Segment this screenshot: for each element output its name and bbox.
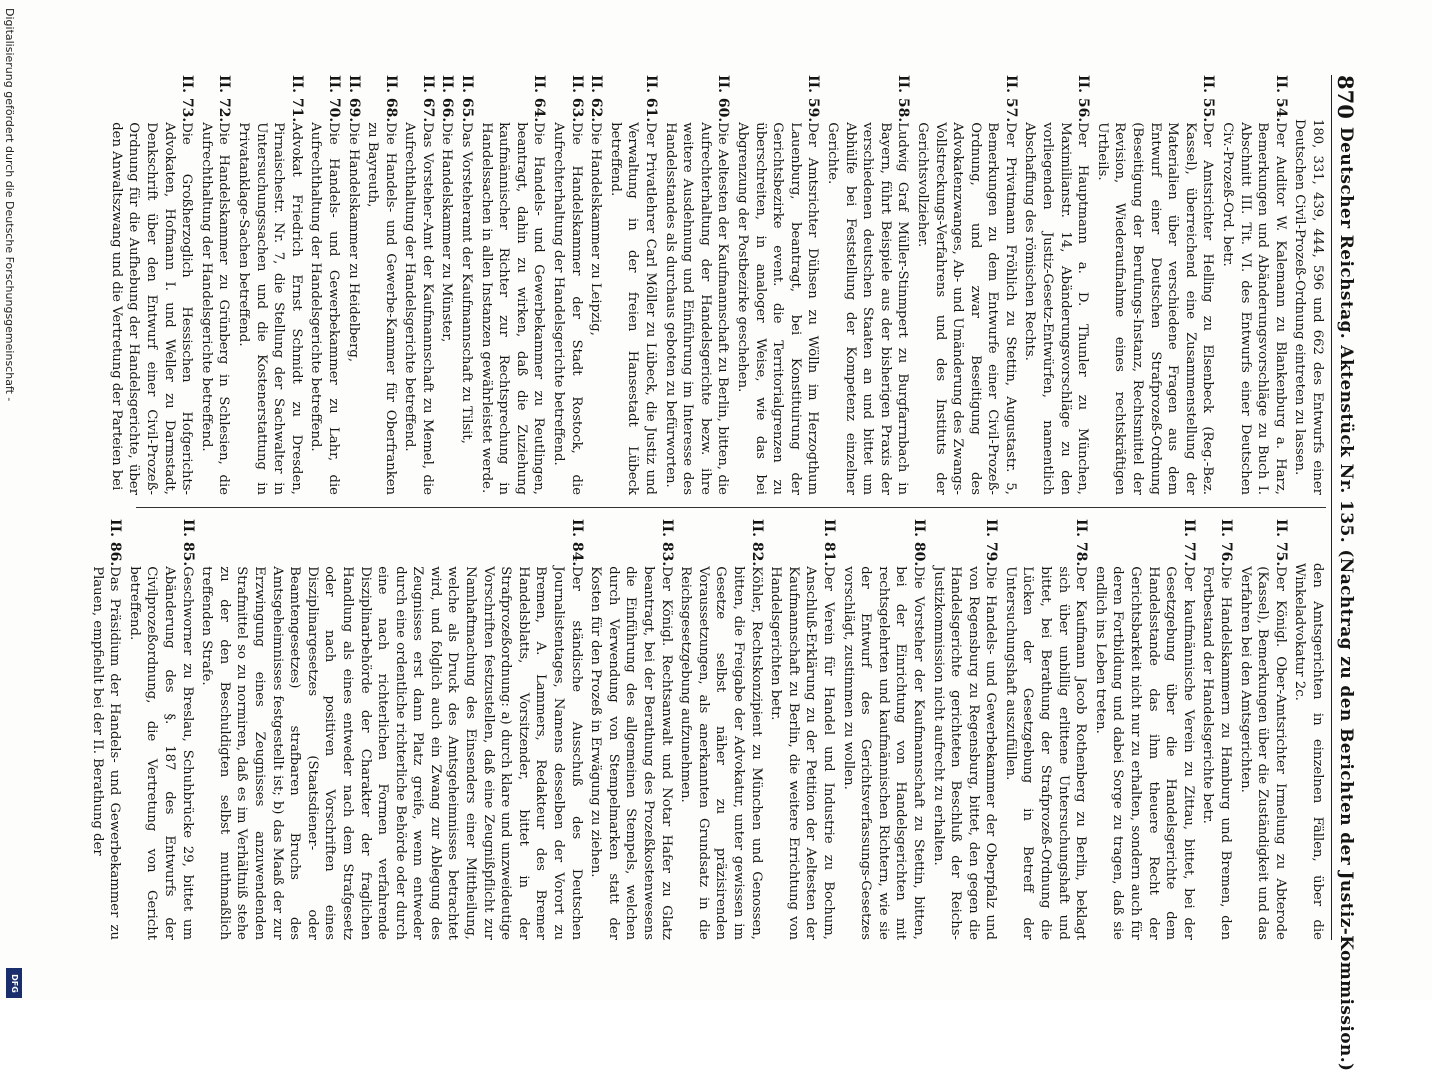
- petition-number: II. 59.: [805, 75, 822, 123]
- petition-entry: [1001, 519, 1089, 940]
- petition-entry: [587, 75, 605, 495]
- petition-entry: [661, 75, 731, 495]
- petition-number: II. 57.: [1002, 75, 1019, 123]
- petition-entry: [1199, 519, 1234, 940]
- petition-text: Die Vorsteher der Kaufmannschaft zu Stettin, bitten, bei der Einrichtung von Handelsgerichten mit rechtsgelehrten und kaufmännischen Richtern, wie sie der Entwurf des Gerichtsverfassungs-Gesetzes vorschlägt, zustimmen zu wollen.: [840, 566, 926, 940]
- petition-text: Köhler, Rechtskonzipient zu München und Genossen, bitten, die Freigabe der Advokatur, unter gewissen im Gesetze selbst näher zu präzisirenden Voraussetzungen, als anerkannten Grundsatz in die Reichsgesetzgebung aufzunehmen.: [678, 566, 764, 940]
- petition-number: II. 69.: [345, 75, 362, 123]
- petition-number: II. 67.: [419, 75, 436, 123]
- petition-text: Die Handels- und Gewerbekammer der Oberpfalz und von Regensburg zu Regensburg, bittet, den gegen die Handelsgerichte gerichteten Beschluß der Reichs-Justizkommission nicht aufrecht zu erhalten.: [930, 566, 999, 940]
- petition-text: Die Handels- und Gewerbekammer zu Lahr, die Aufrechthaltung der Handelsgerichte betreffend.: [308, 122, 341, 495]
- petition-entry: [823, 75, 911, 495]
- petition-number: II. 80.: [910, 519, 927, 567]
- petition-entry: [198, 519, 585, 940]
- running-title: Deutscher Reichstag. Aktenstück Nr. 135. (Nachtrag zu den Berichten der Justiz-Kommission.): [1336, 127, 1356, 1071]
- petition-number: II. 72.: [216, 75, 233, 123]
- petition-text: den Amtsgerichten in einzelnen Fällen, über die Winkeladvokatur 2c.: [1292, 563, 1325, 940]
- petition-text: Der Privatlehrer Carl Möller zu Lübeck, die Justiz und Verwaltung in der freien Hansestadt Lübeck betreffend.: [607, 122, 659, 495]
- petition-text: Der Verein für Handel und Industrie zu Bochum, Anschluß-Erklärung zu der Petition der Aeltesten der Kaufmannschaft zu Berlin, die weitere Errichtung von Handelsgerichten betr.: [768, 566, 836, 940]
- petition-text: Die Handels- und Gewerbe-Kammer für Oberfranken zu Bayreuth,: [365, 122, 398, 495]
- petition-text: Die Handelskammer zu Heidelberg,: [345, 122, 361, 363]
- petition-number: II. 75.: [1272, 519, 1289, 567]
- petition-entry: [839, 519, 927, 940]
- petition-number: II. 64.: [531, 75, 548, 123]
- petition-entry: [1291, 75, 1326, 495]
- petition-text: Der Königl. Rechtsanwalt und Notar Hafer zu Glatz beantragt, bei der Berathung des Prozeßkostenwesens die Einführung des allgemeinen Stempels, welchen durch Verwendung von Stempelmarken statt der Kosten für den Prozeß in Erwägung zu ziehen.: [588, 566, 674, 940]
- petition-entry: [234, 75, 304, 495]
- petition-entry: [549, 75, 584, 495]
- petition-text: Der Königl. Ober-Amtsrichter Irmelung zu Abterode (Kassel), Bemerkungen über die Zuständigkeit und das Verfahren bei den Amtsgerichten.: [1237, 566, 1288, 940]
- right-column: [89, 519, 1326, 940]
- left-column: [108, 75, 1326, 495]
- petition-number: II. 54.: [1272, 75, 1289, 123]
- petition-text: Die Handelskammer zu Grünberg in Schlesien, die Aufrechthaltung der Handelsgerichte betreffend.: [198, 122, 232, 495]
- dfg-logo-icon: [6, 968, 22, 998]
- petition-text: Die Aeltesten der Kaufmannschaft zu Berlin, bitten, die Aufrechterhaltung der Handelsgerichte bezw. ihre weitere Ausdehnung und Einführung im Interesse des Handelsstandes als durchaus geboten zu befürworten.: [662, 122, 731, 495]
- petition-number: II. 71.: [288, 75, 305, 123]
- petition-entry: [1093, 75, 1216, 495]
- footer-credit-text: Digitalisierung gefördert durch die Deutsche Forschungsgemeinschaft -: [3, 8, 16, 402]
- petition-entry: [401, 75, 436, 495]
- petition-number: II. 60.: [715, 75, 732, 123]
- petition-number: II. 78.: [1073, 519, 1090, 567]
- petition-entry: [477, 75, 547, 495]
- petition-text: Der Kaufmann Jacob Rothenberg zu Berlin, beklagt sich über unbillig erlittene Untersuchungshaft und bittet, bei Berathung der Strafprozeß-Ordnung die Lücken der Gesetzgebung in Betreff der Untersuchungshaft auszufüllen.: [1002, 566, 1089, 940]
- petition-entry: [1291, 519, 1326, 940]
- petition-text: Der ständische Ausschuß des Deutschen Journalistentages, Namens desselben der Vorort zu Bremen, A. Lammers, Redakteur des Bremer Handelsblatts, Vorsitzender, bittet in der Strafprozeßordnung: a) durch klare und unzweideutige Vorschriften festzustellen, daß eine Zeugnißpflicht zur Namhaftmachung des Einsenders einer Mittheilung, welche als Druck des Amtsgeheimnisses betrachtet wird, und folglich auch ein Zwang zur Ablegung des Zeugnisses erst dann Platz greife, wenn entweder durch eine ordentliche richterliche Behörde oder durch eine nach richterlichen Formen verfahrende Disziplinarbehörde der Charakter der fraglichen Handlung als eines entweder nach dem Strafgesetz oder nach positiven Vorschriften eines Disziplinargesetzes (Staatsdiener- oder Beamtengesetzes) strafbaren Bruchs des Amtsgeheimnisses festgestellt ist; b) das Maaß der zur Erzwingung eines Zeugnisses anzuwendenden Strafmittel so zu normiren, daß es im Verhältniß stehe zu der den Beschuldigten selbst muthmaßlich treffenden Strafe.: [199, 566, 584, 940]
- petition-entry: [606, 75, 659, 495]
- petition-entry: [1218, 75, 1288, 495]
- petition-number: II. 86.: [107, 519, 124, 567]
- page-number: 870: [1333, 75, 1358, 119]
- petition-entry: [587, 519, 675, 940]
- petition-number: II. 83.: [658, 519, 675, 567]
- page-header: [1331, 75, 1360, 1071]
- petition-entry: [458, 75, 476, 495]
- petition-number: II. 77.: [1180, 519, 1197, 567]
- petition-text: Die Handelskammern zu Hamburg und Bremen, den Fortbestand der Handelsgerichte betr.: [1200, 566, 1234, 940]
- petition-text: Die Großherzoglich Hessischen Hofgerichts-Advokaten, Hofmann I. und Weller zu Darmstadt, Denkschrift über den Entwurf einer Civil-Prozeß-Ordnung für die Aufhebung der Handelsgerichte, über den Anwaltszwang und die Vertretung der Parteien bei: [108, 122, 195, 495]
- petition-entry: [364, 75, 399, 495]
- petition-text: Der Auditor W. Kalemann zu Blankenburg a. Harz, Bemerkungen und Abänderungsvorschläge zu Buch I. Abschnitt III. Tit. VI. des Entwurfs einer Deutschen Civ.-Prozeß-Ord. betr.: [1220, 122, 1288, 495]
- petition-text: Geschworner zu Breslau, Schuhbrücke 29, bittet um Abänderung des §. 187 des Entwurfs der Civilprozeßordnung, die Vertretung von Gericht betreffend.: [126, 566, 195, 940]
- petition-number: II. 76.: [1218, 519, 1235, 567]
- petition-entry: [88, 519, 123, 940]
- petition-number: II. 70.: [325, 75, 342, 123]
- petition-number: II. 56.: [1075, 75, 1092, 123]
- petition-text: 180, 331, 439, 444, 596 und 662 des Entwurfs einer Deutschen Civil-Prozeß-Ordnung eintreten zu lassen.: [1292, 119, 1325, 495]
- petition-number: II. 55.: [1200, 75, 1217, 123]
- petition-text: Der Privatmann Fröhlich zu Stettin, Augustastr. 5, Bemerkungen zu dem Entwurfe einer Civil-Prozeß-Ordnung, und zwar Beseitigung des Advokatenzwanges, Ab- und Umänderung des Zwangs-Vollstreckungs-Verfahrens und des Instituts der Gerichtsvollzieher.: [914, 122, 1018, 495]
- petition-number: II. 85.: [179, 519, 196, 567]
- petition-text: Ludwig Graf Müller-Stinmpert zu Burgfarrnbach in Bayern, führt Beispiele aus der bisherigen Praxis der verschiedenen deutschen Staaten an und bittet um Abhülfe bei Feststellung der Kompetenz einzelner Gerichte.: [824, 122, 911, 495]
- petition-entry: [1021, 75, 1091, 495]
- petition-entry: [913, 75, 1019, 495]
- petition-text: Das Präsidium der Handels- und Gewerbekammer zu Plauen, empfiehlt bei der II. Berathung der: [89, 566, 123, 940]
- petition-text: Der Amtsrichter Dühsen zu Wölln im Herzogthum Lauenburg, beantragt, bei Konstituirung der Gerichtsbezirke event. die Territorialgrenzen zu überschreiten, in analoger Weise, wie das bei Abgrenzung der Postbezirke geschehen.: [735, 122, 821, 495]
- petition-number: II. 66.: [439, 75, 456, 123]
- petition-number: II. 68.: [382, 75, 399, 123]
- petition-number: II. 84.: [568, 519, 585, 567]
- petition-entry: [125, 519, 195, 940]
- petition-entry: [197, 75, 232, 495]
- petition-entry: [1091, 519, 1197, 940]
- petition-entry: [307, 75, 342, 495]
- digitization-footer: [3, 8, 26, 993]
- petition-entry: [344, 75, 362, 495]
- petition-text: Das Vorsteheramt der Kaufmannschaft zu Tilsit,: [459, 122, 475, 444]
- petition-number: II. 82.: [748, 519, 765, 567]
- petition-text: Der Hauptmann a. D. Thunler zu München, Maximilianstr. 14, Abänderungsvorschläge zu den vorliegenden Justiz-Gesetz-Entwürfen, namentlich Abschaffung des römischen Rechts.: [1022, 122, 1091, 495]
- petition-entry: [438, 75, 456, 495]
- petition-text: Advokat Friedrich Ernst Schmidt zu Dresden, Pirnaischestr. Nr. 7, die Stellung der Sachwalter in Untersuchungssachen und die Kostenerstattung in Privatanklage-Sachen betreffend.: [235, 122, 304, 495]
- petition-number: II. 73.: [179, 75, 196, 123]
- petition-entry: [677, 519, 765, 940]
- rotated-printed-page: [89, 75, 1360, 1071]
- petition-entry: [107, 75, 195, 495]
- petition-text: Die Handelskammer zu Leipzig,: [588, 122, 604, 336]
- petition-number: II. 58.: [895, 75, 912, 123]
- petition-entry: [1236, 519, 1289, 940]
- petition-number: II. 65.: [459, 75, 476, 123]
- petition-text: Der Amtsrichter Helling zu Elsenbeck (Reg.-Bez. Kassel), überreichend eine Zusammenstellung der Materialien über verschiedene Fragen aus dem Entwurf einer Deutschen Strafprozeß-Ordnung (Beseitigung der Berufungs-Instanz, Rechtsmittel der Revision, Wiederaufnahme eines rechtskräftigen Urtheils.: [1094, 122, 1216, 495]
- petition-text: Die Handelskammer zu Münster,: [439, 122, 455, 343]
- petition-text: Das Vorsteher-Amt der Kaufmannschaft zu Memel, die Aufrechthaltung der Handelsgerichte betreffend.: [402, 122, 435, 495]
- petition-text: Der kaufmännische Verein zu Zittau, bittet, bei der Gesetzgebung über die Handelsgerichte dem Handelsstande das ihm theuere Recht der Gerichtsbarkeit nicht nur zu erhalten, sondern auch für deren Fortbildung und dabei Sorge zu tragen, daß sie endlich ins Leben treten.: [1092, 566, 1196, 940]
- column-divider: [136, 507, 1326, 508]
- petition-number: II. 61.: [643, 75, 660, 123]
- petition-text: Die Handels- und Gewerbekammer zu Reutlingen, beantragt, dahin zu wirken, daß die Zuziehung kaufmännischer Richter zur Rechtsprechung in Handelssachen in allen Instanzen gewährleistet werde.: [478, 122, 547, 495]
- petition-number: II. 63.: [568, 75, 585, 123]
- petition-number: II. 81.: [820, 519, 837, 567]
- dfg-logo-label: DFG: [9, 973, 19, 993]
- petition-entry: [767, 519, 837, 940]
- petition-number: II. 62.: [588, 75, 605, 123]
- petition-entry: [929, 519, 999, 940]
- petition-entry: [733, 75, 821, 495]
- petition-text: Die Handelskammer der Stadt Rostock, die Aufrechterhaltung der Handelsgerichte betreffend.: [551, 122, 584, 495]
- petition-number: II. 79.: [983, 519, 1000, 567]
